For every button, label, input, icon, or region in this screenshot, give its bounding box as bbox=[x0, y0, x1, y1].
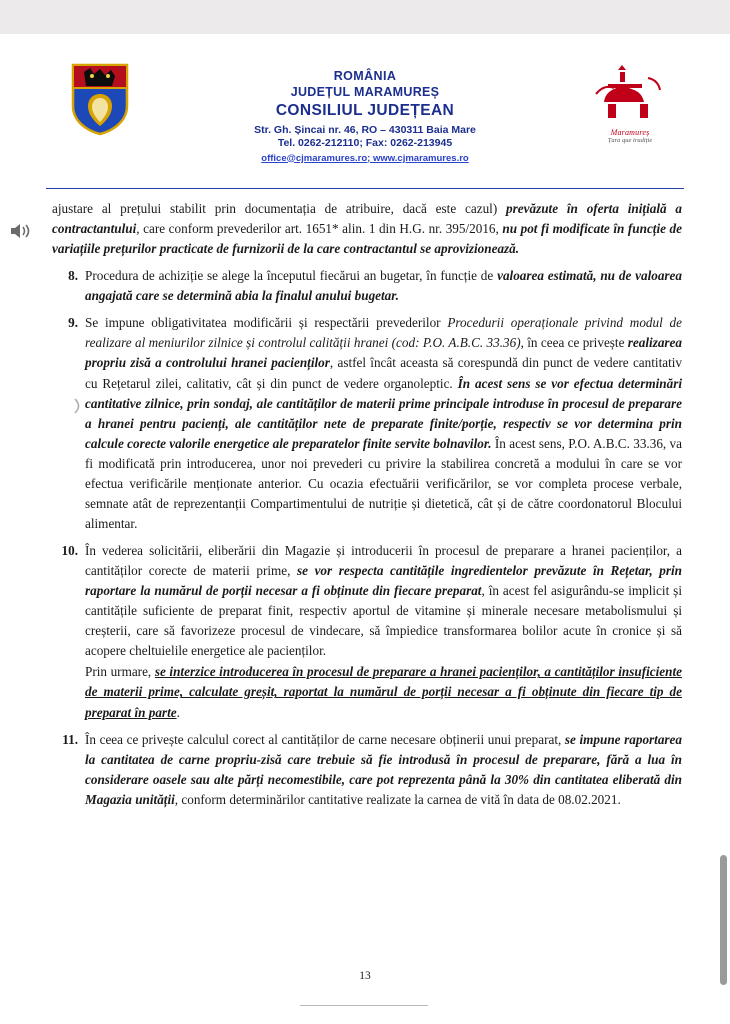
item10-sub-1: Prin urmare, bbox=[85, 664, 155, 680]
item-text bbox=[85, 730, 682, 810]
item10-sub-2: se interzice introducerea în procesul de preparare a hranei pacienților, a cantităților insuficiente de materii prime, calculate greșit, raportat la numărul de porții necesar a fi obținute din fiecare tip de preparat în parte bbox=[85, 664, 683, 720]
item9-part-7: În acest sens, P.O. A.B.C. 33.36, va fi modificată prin introducerea, unor noi prevederi cu privire la stabilirea concretă a modului în care se vor efectua verificările menționate anterior. Cu ocazia efectuării verificărilor, se vor completa procese verbale, semnate atât de reprezentanții Compartimentului de nutriție și dietetică, cât și de către coordonatorul Blocului alimentar. bbox=[85, 435, 682, 531]
viewer-top-strip bbox=[0, 0, 730, 34]
intro-part-1: ajustare al prețului stabilit prin documentația de atribuire, dacă este cazul) bbox=[52, 201, 507, 216]
item9-part-2: Procedurii operaționale privind modul de realizare al meniurilor zilnice și controlul calității hranei (cod: P.O. A.B.C. 33.36) bbox=[85, 315, 682, 351]
logo-subcaption: Țara que tradiție bbox=[607, 137, 653, 144]
paragraph-intro bbox=[52, 199, 682, 259]
intro-part-3: , care conform prevederilor art. 1651* alin. 1 din H.G. nr. 395/2016, bbox=[136, 221, 503, 237]
item9-part-4: realizarea propriu zisă a controlului hranei pacienților bbox=[85, 335, 683, 371]
viewer-left-panel bbox=[0, 50, 36, 288]
item9-part-1: Se impune obligativitatea modificării și respectării prevederilor bbox=[85, 315, 448, 331]
item11-part-2: se impune raportarea la cantitatea de carne propriu-zisă care trebuie să fie introdusă în procesul de preparare, fără a lua în considerare oasele sau alte părți necomestibile, care pot reprezenta până la 30% din cantitatea eliberată din Magazia unității bbox=[85, 731, 683, 807]
page-number: 13 bbox=[359, 970, 371, 982]
item8-part-1: Procedura de achiziție se alege la începutul fiecărui an bugetar, în funcție de bbox=[85, 268, 498, 284]
item-number: 9. bbox=[68, 315, 78, 331]
logo-caption: Maramureș bbox=[610, 128, 650, 137]
list-item bbox=[52, 313, 682, 534]
intro-part-2: prevăzute în oferta inițială a contractantului bbox=[52, 201, 683, 237]
institution-name: CONSILIUL JUDEȚEAN bbox=[275, 102, 455, 119]
item9-part-5: , astfel încât aceasta să corespundă din punct de vedere cantitativ cu Rețetarul zilei, calitativ, cât și din punct de vedere organoleptic. bbox=[85, 355, 683, 391]
list-item bbox=[52, 266, 682, 306]
letterhead-text bbox=[48, 60, 682, 165]
item10-subparagraph bbox=[85, 662, 682, 722]
item9-part-3: , în ceea ce privește bbox=[520, 335, 628, 351]
document-content-area bbox=[0, 34, 730, 1024]
item-number: 10. bbox=[61, 543, 78, 558]
coat-of-arms-icon bbox=[70, 62, 130, 136]
item9-part-6: În acest sens se vor efectua determinări cantitative zilnice, prin sondaj, ale cantităților de materii prime principale introduse în procesul de preparare a hranei pentru pacienți, ale cantităților nete de preparate finite/porție, respectiv se vor determina prin calcule corecte valorile energetice ale preparatelor finite servite bolnavilor. bbox=[85, 375, 682, 451]
chevron-down-icon[interactable] bbox=[72, 395, 88, 417]
list-item bbox=[52, 730, 682, 810]
document-text bbox=[52, 199, 682, 810]
item8-part-2: valoarea estimată, nu de valoarea angajată care se determină abia la finalul anului bugetar. bbox=[85, 268, 682, 304]
county-name: JUDEȚUL MARAMUREȘ bbox=[290, 85, 440, 99]
header-divider bbox=[46, 188, 684, 189]
item10-sub-3: . bbox=[176, 704, 180, 720]
list-item bbox=[52, 541, 682, 723]
scrollbar-thumb[interactable] bbox=[720, 855, 727, 985]
speaker-icon[interactable] bbox=[6, 218, 32, 244]
footer-divider bbox=[300, 1005, 428, 1006]
address-line: Str. Gh. Șincai nr. 46, RO – 430311 Baia Mare bbox=[254, 123, 476, 136]
item-text bbox=[85, 266, 682, 306]
item10-part-2: se vor respecta cantitățile ingredientelor prevăzute în Rețetar, prin raportare la numărul de porții necesar a fi obținute din fiecare preparat bbox=[85, 563, 682, 599]
intro-part-4: nu pot fi modificate în funcție de variațiile prețurilor practicate de furnizorii de la care contractantul se aprovizionează. bbox=[52, 221, 682, 257]
country-name: ROMÂNIA bbox=[333, 69, 397, 83]
item-text bbox=[85, 541, 682, 723]
item10-part-3: , în acest fel asigurându-se implicit și cantitățile suficiente de preparat finit, respectiv aportul de vitamine și minerale necesare metabolismului și creșterii, care să favorizeze procesul de vindecare, să împiedice transformarea bolilor acute în cronice și să acopere cheltuielile energetice ale pacienților. bbox=[85, 583, 682, 659]
phone-line: Tel. 0262-212110; Fax: 0262-213945 bbox=[277, 137, 453, 150]
letterhead bbox=[48, 34, 682, 182]
maramures-logo-icon bbox=[588, 64, 672, 144]
item-number: 8. bbox=[68, 268, 78, 284]
item-text bbox=[85, 313, 682, 534]
item-number: 11. bbox=[62, 731, 78, 747]
item10-part-1: În vederea solicitării, eliberării din Magazie și introducerii în procesul de preparare a hranei pacienților, a cantităților corecte de materii prime, bbox=[85, 543, 682, 579]
item11-part-1: În ceea ce privește calculul corect al cantităților de carne necesare obținerii unui preparat, bbox=[85, 731, 565, 747]
item11-part-3: , conform determinărilor cantitative realizate la carnea de vită în data de 08.02.2021. bbox=[174, 791, 621, 807]
email-web-line[interactable]: office@cjmaramures.ro; www.cjmaramures.ro bbox=[261, 152, 469, 164]
